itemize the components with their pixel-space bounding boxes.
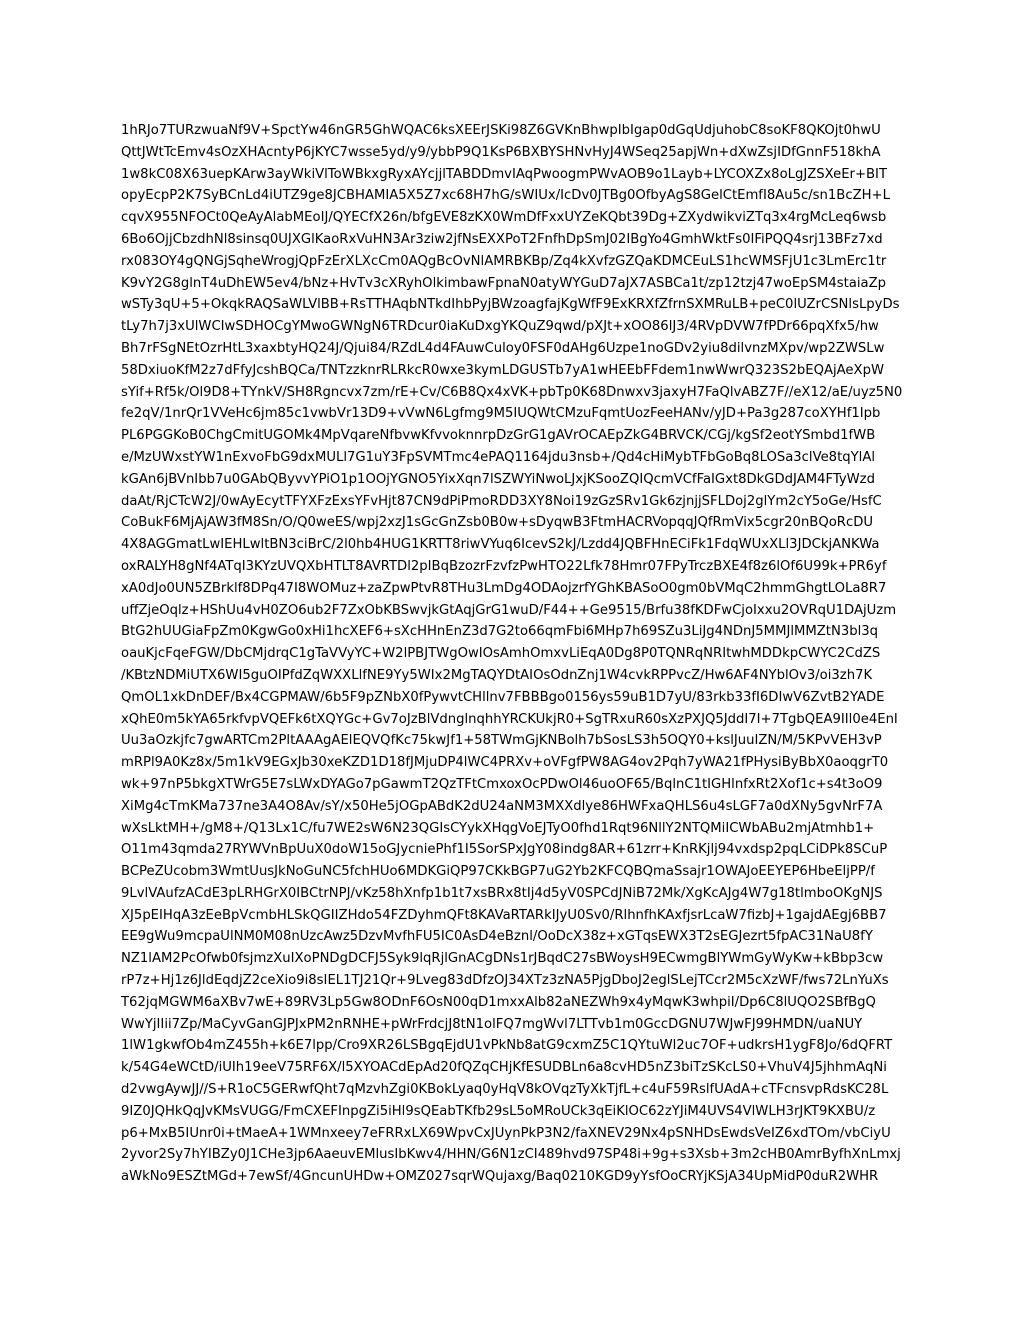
text-line: aWkNo9ESZtMGd+7ewSf/4GncunUHDw+OMZ027sqrWQujaxg/Baq0210KGD9yYsfOoCRYjKSjA34UpMidP0duR2WHR [121, 1169, 879, 1185]
text-line: wk+97nP5bkgXTWrG5E7sLWxDYAGo7pGawmT2QzTFtCmxoxOcPDwOl46uoOF65/BqlnC1tIGHlnfxRt2Xof1c+s4t3oO9 [121, 776, 883, 792]
text-line: 1w8kC08X63uepKArw3ayWkiVlToWBkxgRyxAYcjjlTABDDmvIAqPwoogmPWvAOB9o1Layb+LYCOXZx8oLgJZSXeEr+BIT [121, 166, 887, 182]
text-line: oxRALYH8gNf4ATqI3KYzUVQXbHTLT8AVRTDl2pIBqBzozrFzvfzPwHTO22Lfk78Hmr07FPyTrczBXE4f8z6lOf6U99k+PR6yf [121, 558, 887, 574]
text-line: QmOL1xkDnDEF/Bx4CGPMAW/6b5F9pZNbX0fPywvtCHllnv7FBBBgo0156ys59uB1D7yU/83rkb33fI6DIwV6ZvtB2YADE [121, 689, 885, 705]
text-line: 58DxiuoKfM2z7dFfyJcshBQCa/TNTzzknrRLRkcR0wxe3kymLDGUSTb7yA1wHEEbFFdem1nwWwrQ323S2bEQAjAeXpW [121, 362, 884, 378]
text-line: kGAn6jBVnIbb7u0GAbQByvvYPiO1p1OOjYGNO5YixXqn7lSZWYiNwoLJxjKSooZQIQcmVCfFaIGxt8DkGDdJAM4FTyWzd [121, 471, 875, 487]
text-line: Uu3aOzkjfc7gwARTCm2PltAAAgAElEQVQfKc75kwJf1+58TWmGjKNBolh7bSosLS3h5OQY0+kslJuuIZN/M/5KPvVEH3vP [121, 733, 882, 749]
text-line: oauKjcFqeFGW/DbCMjdrqC1gTaVVyYC+W2lPBJTWgOwIOsAmhOmxvLiEqA0Dg8P0TQNRqNRItwhMDDkpCWYC2CdZS [121, 646, 881, 662]
text-line: p6+MxB5IUnr0i+tMaeA+1WMnxeey7eFRRxLX69WpvCxJUynPkP3N2/faXNEV29Nx4pSNHDsEwdsVeIZ6xdTOm/vbCiyU [121, 1125, 891, 1141]
text-line: 1lW1gkwfOb4mZ455h+k6E7lpp/Cro9XR26LSBgqEjdU1vPkNb8atG9cxmZ5C1QYtuWl2uc7OF+udkrsH1ygF8Jo/6dQFRT [121, 1038, 893, 1054]
text-line: uffZjeOqlz+HShUu4vH0ZO6ub2F7ZxObKBSwvjkGtAqjGrG1wuD/F44++Ge9515/Brfu38fKDFwCjoIxxu2OVRqU1DAjUzm [121, 602, 897, 618]
text-line: 4X8AGGmatLwIEHLwltBN3ciBrC/2l0hb4HUG1KRTT8riwVYuq6IcevS2kJ/Lzdd4JQBFHnECiFk1FdqWUxXLl3JDCkjANKWa [121, 537, 880, 553]
text-line: /KBtzNDMiUTX6WI5guOIPfdZqWXXLlfNE9Yy5WIx2MgTAQYDtAIOsOdnZnj1W4cvkRPPvcZ/Hw6AF4NYblOv3/oi3zh7K [121, 667, 873, 683]
text-line: BtG2hUUGiaFpZm0KgwGo0xHi1hcXEF6+sXcHHnEnZ3d7G2to66qmFbi6MHp7h69SZu3LiJg4NDnJ5MMJlMMZtN3bl3q [121, 624, 879, 640]
text-line: EE9gWu9mcpaUlNM0M08nUzcAwz5DzvMvfhFU5IC0AsD4eBznl/OoDcX38z+xGTqsEWX3T2sEGJezrt5fpAC31NaU8fY [121, 929, 873, 945]
text-line: sYif+Rf5k/Ol9D8+TYnkV/SH8Rgncvx7zm/rE+Cv/C6B8Qx4xVK+pbTp0K68Dnwxv3jaxyH7FaQlvABZ7F//eX12/aE/uyz5N0 [121, 384, 903, 400]
text-line: cqvX955NFOCt0QeAyAlabMEoIJ/QYECfX26n/bfgEVE8zKX0WmDfFxxUYZeKQbt39Dg+ZXydwikviZTq3x4rgMcLeq6wsb [121, 210, 887, 226]
text-line: Bh7rFSgNEtOzrHtL3xaxbtyHQ24J/Qjui84/RZdL4d4FAuwCuloy0FSF0dAHg6Uzpe1noGDv2yiu8dilvnzMXpv/wp2ZWSLw [121, 340, 885, 356]
text-line: 9LvlVAufzACdE3pLRHGrX0IBCtrNPJ/vKz58hXnfp1b1t7xsBRx8tIj4d5yV0SPCdJNiB72Mk/XgKcAJg4W7g18tlmboOKgNJS [121, 885, 883, 901]
text-line: K9vY2G8glnT4uDhEW5ev4/bNz+HvTv3cXRyhOlkimbawFpnaN0atyWYGuD7aJX7ASBCa1t/zp12tzj47woEpSM4staiaZp [121, 275, 887, 291]
text-line: mRPl9A0Kz8x/5m1kV9EGxJb30xeKZD1D18fJMjuDP4lWC4PRXv+oVFgfPW8AG4ov2Pqh7yWA21fPHysiByBbX0aoqgrT0 [121, 755, 889, 771]
text-line: O11m43qmda27RYWVnBpUuX0doW15oGJycniePhf1I5SorSPxJgY08indg8AR+61zrr+KnRKjlj94vxdsp2pqLCiDPk8SCuP [121, 842, 888, 858]
text-line: opyEcpP2K7SyBCnLd4iUTZ9ge8JCBHAMIA5X5Z7xc68H7hG/sWIUx/IcDv0JTBg0OfbyAgS8GelCtEmfI8Au5c/sn1BcZH+L [121, 188, 890, 204]
text-line: xA0dJo0UN5ZBrklf8DPq47I8WOMuz+zaZpwPtvR8THu3LmDg4ODAojzrfYGhKBASoO0gm0bVMqC2hmmGhgtLOLa8R7 [121, 580, 887, 596]
text-line: wSTy3qU+5+OkqkRAQSaWLVlBB+RsTTHAqbNTkdIhbPyjBWzoagfajKgWfF9ExKRXfZfrnSXMRuLB+peC0lUZrCSNlsLpyDs [121, 297, 900, 313]
text-line: d2vwgAywJJ//S+R1oC5GERwfQht7qMzvhZgi0KBokLyaq0yHqV8kOVqzTyXkTjfL+c4uF59RslfUAdA+cTFcnsvpRdsKC28L [121, 1082, 889, 1098]
text-line: CoBukF6MjAjAW3fM8Sn/O/Q0weES/wpj2xzJ1sGcGnZsb0B0w+sDyqwB3FtmHACRVopqqJQfRmVix5cgr20nBQoRcDU [121, 515, 874, 531]
text-line: QttJWtTcEmv4sOzXHAcntyP6jKYC7wsse5yd/y9/ybbP9Q1KsP6BXBYSHNvHyJ4WSeq25apjWn+dXwZsjIDfGnnF518khA [121, 144, 881, 160]
text-line: daAt/RjCTcW2J/0wAyEcytTFYXFzExsYFvHjt87CN9dPiPmoRDD3XY8Noi19zGzSRv1Gk6zjnjjSFLDoj2glYm2cY5oGe/HsfC [121, 493, 882, 509]
text-line: XiMg4cTmKMa737ne3A4O8Av/sY/x50He5jOGpABdK2dU24aNM3MXXdlye86HWFxaQHLS6u4sLGF7a0dXNy5gvNrF7A [121, 798, 883, 814]
text-line: XJ5pEIHqA3zEeBpVcmbHLSkQGIIZHdo54FZDyhmQFt8KAVaRTARkIJyU0Sv0/RlhnfhKAxfjsrLcaW7fizbJ+1gajdAEgj6BB7 [121, 907, 887, 923]
text-line: T62jqMGWM6aXBv7wE+89RV3Lp5Gw8ODnF6OsN00qD1mxxAlb82aNEZWh9x4yMqwK3whpiI/Dp6C8lUQO2SBfBgQ [121, 994, 876, 1010]
text-line: 9IZ0JQHkQqJvKMsVUGG/FmCXEFInpgZi5iHl9sQEabTKfb29sL5oMRoUCk3qEiKlOC62zYJiM4UVS4VlWLH3rJKT9KXBU/z [121, 1103, 876, 1119]
text-line: k/54G4eWCtD/iUIh19eeV75RF6X/l5XYOACdEpAd20fQZqCHjKfESUDBLn6a8cvHD5nZ3biTzSKcLS0+VhuV4J5jhhmAqNi [121, 1060, 887, 1076]
text-line: 2yvor2Sy7hYIBZy0J1CHe3jp6AaeuvEMlusIbKwv4/HHN/G6N1zCI489hvd97SP48i+9g+s3Xsb+3m2cHB0AmrByfhXnLmxj [121, 1147, 901, 1163]
text-line: WwYjIIii7Zp/MaCyvGanGJPJxPM2nRNHE+pWrFrdcjJ8tN1olFQ7mgWvl7LTTvb1m0GccDGNU7WJwFJ99HMDN/uaNUY [121, 1016, 863, 1032]
text-line: e/MzUWxstYW1nExvoFbG9dxMULl7G1uY3FpSVMTmc4ePAQ1164jdu3nsb+/Qd4cHiMybTFbGoBq8LOSa3clVe8tqYlAl [121, 449, 876, 465]
text-line: rP7z+Hj1z6JldEqdjZ2ceXio9i8sIEL1TJ21Qr+9Lveg83dDfzOJ34XTz3zNA5PjgDboJ2eglSLejTCcr2M5cXzWF/fws72LnYuXs [121, 973, 889, 989]
text-line: fe2qV/1nrQr1VVeHc6jm85c1vwbVr13D9+vVwN6Lgfmg9M5IUQWtCMzuFqmtUozFeeHANv/yJD+Pa3g287coXYHf1Ipb [121, 406, 881, 422]
text-line: NZ1lAM2PcOfwb0fsjmzXuIXoPNDgDCFJ5Syk9lqRjlGnACgDNs1rJBqdC27sBWoysH9ECwmgBlYWmGyWyKw+kBbp3cw [121, 951, 884, 967]
text-line: wXsLktMH+/gM8+/Q13Lx1C/fu7WE2sW6N23QGIsCYykXHqgVoEJTyO0fhd1Rqt96NllY2NTQMiICWbABu2mjAtmhb1+ [121, 820, 875, 836]
text-line: BCPeZUcobm3WmtUusJkNoGuNC5fchHUo6MDKGiQP97CKkBGP7uG2Yb2KFCQBQmaSsajr1OWAJoEEYEP6HbeEljPP/f [121, 864, 875, 880]
text-line: PL6PGGKoB0ChgCmitUGOMk4MpVqareNfbvwKfvvoknnrpDzGrG1gAVrOCAEpZkG4BRVCK/CGj/kgSf2eotYSmbd1fWB [121, 428, 876, 444]
text-line: xQhE0m5kYA65rkfvpVQEFk6tXQYGc+Gv7oJzBlVdnglnqhhYRCKUkjR0+SgTRxuR60sXzPXJQ5JddI7I+7TgbQEA9IIl0e4EnI [121, 711, 898, 727]
text-line: 6Bo6OjjCbzdhNl8sinsq0UJXGlKaoRxVuHN3Ar3ziw2jfNsEXXPoT2FnfhDpSmJ02IBgYo4GmhWktFs0IFiPQQ4srj13BFz7xd [121, 231, 883, 247]
text-line: 1hRJo7TURzwuaNf9V+SpctYw46nGR5GhWQAC6ksXEErJSKi98Z6GVKnBhwpIbIgap0dGqUdjuhobC8soKF8QKOjt0hwU [121, 123, 881, 138]
encoded-text-block [121, 120, 905, 1188]
text-line: tLy7h7j3xUlWCIwSDHOCgYMwoGWNgN6TRDcur0iaKuDxgYKQuZ9qwd/pXJt+xOO86lJ3/4RVpDVW7fPDr66pqXfx5/hw [121, 319, 879, 335]
text-line: rx083OY4gQNGjSqheWrogjQpFzErXLXcCm0AQgBcOvNlAMRBKBp/Zq4kXvfzGZQaKDMCEuLS1hcWMSFjU1c3LmErc1tr [121, 253, 887, 269]
